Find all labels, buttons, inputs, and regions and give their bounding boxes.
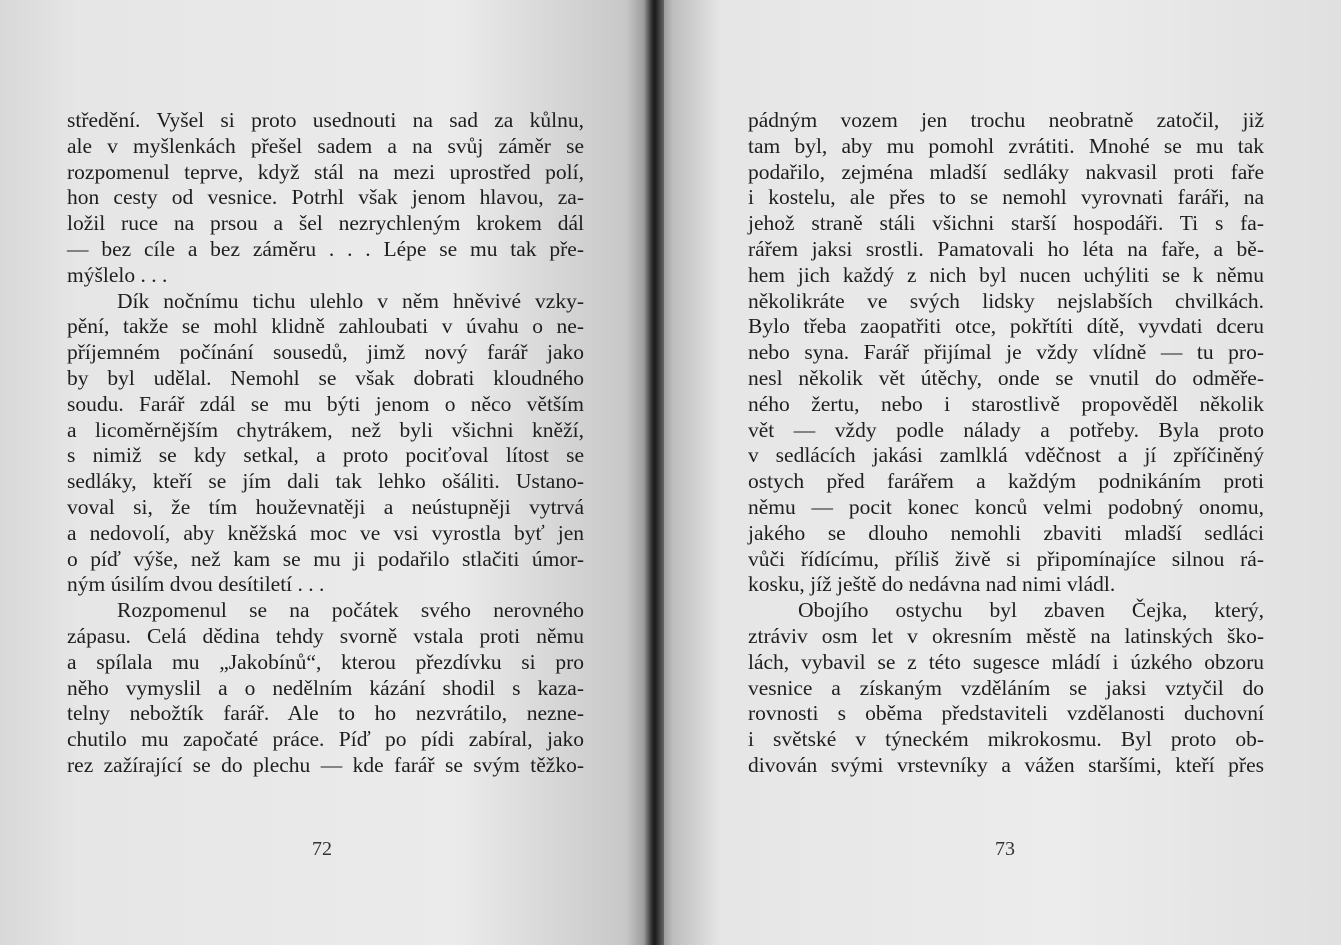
text-line: kosku, jíž ještě do nedávna nad nimi vládl. [748,572,1116,597]
right-page [652,0,1341,945]
text-line: — bez cíle a bez záměru . . . Lépe se mu tak pře- [67,236,584,261]
text-line: mýšlelo . . . [67,262,168,287]
text-line: rovnosti s oběma představiteli vzdělanosti duchovní [748,701,1264,726]
left-page [0,0,652,945]
text-line: Obojího ostychu byl zbaven Čejka, který, [798,598,1264,623]
text-line: vět — vždy podle nálady a potřeby. Byla proto [748,417,1264,442]
text-line: a licoměrnějším chytrákem, než byli všichni kněží, [67,417,584,442]
text-line: jakého se dlouho nemohli zbaviti mladší sedláci [748,520,1264,545]
text-line: rářem jaksi srostli. Pamatovali ho léta na faře, a bě- [748,236,1264,261]
text-line: podařilo, zejména mladší sedláky nakvasil proti faře [748,159,1264,184]
book-gutter [644,0,664,945]
text-line: i světské v týneckém mikrokosmu. Byl proto ob- [748,727,1264,752]
left-page-number: 72 [312,838,332,860]
text-line: hem jich každý z nich byl nucen uchýliti se k němu [748,262,1264,287]
text-line: v sedlácích jakási zamlklá vděčnost a jí zpříčiněný [748,443,1264,468]
text-line: i kostelu, ale přes to se nemohl vyrovnati faráři, na [748,185,1264,210]
text-line: jehož straně stáli všichni starší hospodáři. Ti s fa- [748,211,1264,236]
text-line: ným úsilím dvou desítiletí . . . [67,572,325,597]
text-line: rez zažírající se do plechu — kde farář se svým těžko- [67,752,584,777]
text-line: Dík nočnímu tichu ulehlo v něm hněvivé vzky- [117,288,584,313]
text-line: a spílala mu „Jakobínů“, kterou přezdívku si pro [67,649,584,674]
text-line: by byl udělal. Nemohl se však dobrati kloudného [67,365,584,390]
text-line: Bylo třeba zaopatřiti otce, pokřtíti dítě, vyvdati dceru [748,314,1264,339]
text-line: něho vymyslil a o nedělním kázání shodil s kaza- [67,675,584,700]
text-line: pění, takže se mohl klidně zahloubati v úvahu o ne- [67,314,584,339]
text-line: vůči řídícímu, příliš živě si připomínajíce silnou rá- [748,546,1264,571]
text-line: rozpomenul teprve, když stál na mezi uprostřed polí, [67,159,584,184]
text-line: zápasu. Celá dědina tehdy svorně vstala proti němu [67,623,584,648]
right-page-text [748,108,1264,779]
text-line: a nedovolí, aby kněžská moc ve vsi vyrostla byť jen [67,520,584,545]
text-line: středění. Vyšel si proto usednouti na sad za kůlnu, [67,108,584,132]
text-line: tam byl, aby mu pomohl zvrátiti. Mnohé se mu tak [748,133,1264,158]
text-line: ostych před farářem a každým podnikáním proti [748,469,1264,494]
text-line: divován svými vrstevníky a vážen staršími, kteří přes [748,752,1264,777]
text-line: Rozpomenul se na počátek svého nerovného [117,598,584,623]
text-line: němu — pocit konec konců velmi podobný onomu, [748,494,1264,519]
text-line: voval si, že tím houževnatěji a neústupněji vytrvá [67,494,584,519]
text-line: lách, vybavil se z této sugesce mládí i úzkého obzoru [748,649,1264,674]
text-line: telny nebožtík farář. Ale to ho nezvrátilo, nezne- [67,701,584,726]
text-line: s nimiž se kdy setkal, a proto pociťoval lítost se [67,443,584,468]
text-line: příjemném počínání sousedů, jimž nový farář jako [67,340,584,365]
text-line: chutilo mu započaté práce. Píď po pídi zabíral, jako [67,727,584,752]
text-line: několikráte ve svých lidsky nejslabších chvilkách. [748,288,1264,313]
text-line: vesnice a získaným vzděláním se jaksi vztyčil do [748,675,1264,700]
text-line: soudu. Farář zdál se mu býti jenom o něco větším [67,391,584,416]
text-line: sedláky, kteří se jím dali tak lehko ošáliti. Ustano- [67,469,584,494]
text-line: ného žertu, nebo i starostlivě propověděl několik [748,391,1264,416]
text-line: ale v myšlenkách přešel sadem a na svůj záměr se [67,133,584,158]
text-line: ložil ruce na prsou a šel nezrychleným krokem dál [67,211,584,236]
text-line: pádným vozem jen trochu neobratně zatočil, již [748,108,1264,132]
right-page-number: 73 [995,838,1015,860]
text-line: o píď výše, než kam se mu ji podařilo stlačiti úmor- [67,546,584,571]
text-line: nebo syna. Farář přijímal je vždy vlídně — tu pro- [748,340,1264,365]
text-line: nesl několik vět útěchy, onde se vnutil do odměře- [748,365,1264,390]
left-page-text [67,108,584,779]
text-line: ztráviv osm let v okresním městě na latinských ško- [748,623,1264,648]
text-line: hon cesty od vesnice. Potrhl však jenom hlavou, za- [67,185,584,210]
